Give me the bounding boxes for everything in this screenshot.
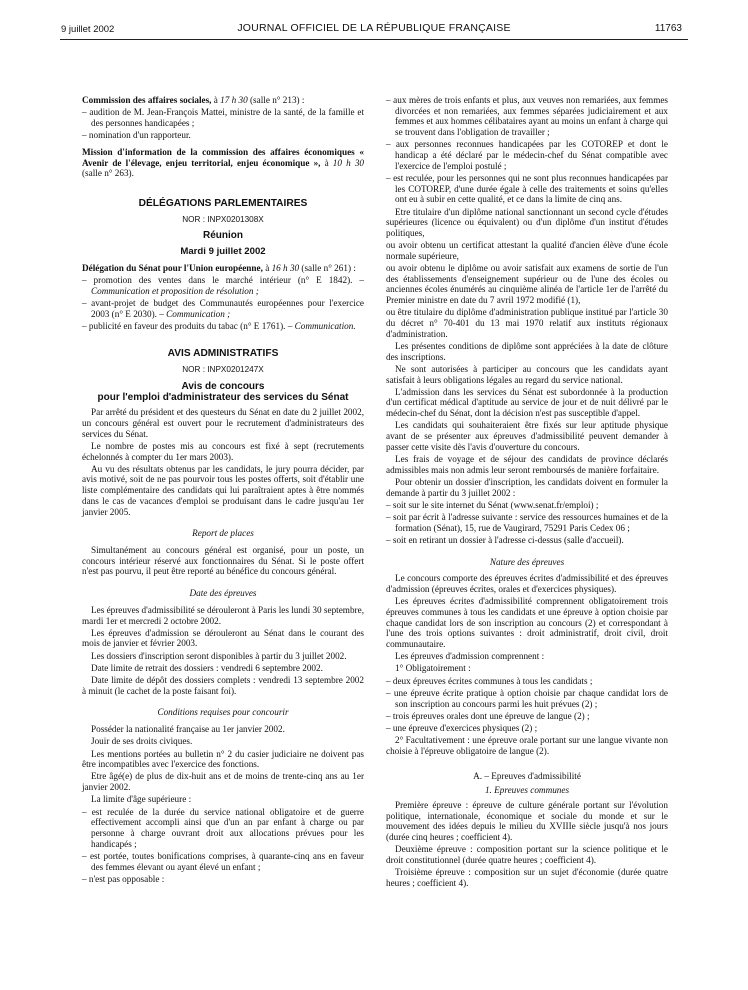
- list-item: – une épreuve d'exercices physiques (2) ;: [386, 722, 538, 733]
- paragraph: Au vu des résultats obtenus par les candidats, le jury pourra décider, par avis motivé, soit de ne pas pourvoir tous les postes offerts, soit d'établir une liste complémentaire des candidats qui lui paraîtraient aptes à être nommés dans le cas de vacances d'emploi se produisant dans le cadre jusqu'au 1er janvier 2005.: [82, 463, 364, 517]
- avis-title: Avis de concours: [181, 380, 265, 392]
- avis-subtitle: pour l'emploi d'administrateur des services du Sénat: [97, 391, 349, 403]
- paragraph: Date limite de retrait des dossiers : vendredi 6 septembre 2002.: [91, 662, 323, 673]
- list-item: – promotion des ventes dans le marché intérieur (n° E 1842). – Communication et proposition de résolution ;: [82, 274, 364, 296]
- list-item: – avant-projet de budget des Communautés européennes pour l'exercice 2003 (n° E 2030). – Communication ;: [82, 297, 364, 319]
- dates-heading: Date des épreuves: [189, 588, 257, 599]
- paragraph: Ne sont autorisées à participer au concours que les candidats ayant satisfait à leurs obligations légales au regard du service national.: [386, 363, 668, 385]
- paragraph: Par arrêté du président et des questeurs du Sénat en date du 2 juillet 2002, un concours général est ouvert pour le recrutement d'administrateurs des services du Sénat.: [82, 407, 364, 439]
- paragraph: Les présentes conditions de diplôme sont appréciées à la date de clôture des inscriptions.: [386, 340, 668, 362]
- list-item: – audition de M. Jean-François Mattei, ministre de la santé, de la famille et des personnes handicapées ;: [82, 107, 364, 128]
- list-item: – soit en retirant un dossier à l'adresse ci-dessus (salle d'accueil).: [386, 534, 624, 545]
- list-item: – aux mères de trois enfants et plus, aux veuves non remariées, aux femmes divorcées et non remariées, aux femmes séparées judiciairement et aux femmes et aux hommes célibataires ayant au moins un enfant à charge qui se trouvent dans l'obligation de travailler ;: [386, 95, 668, 138]
- paragraph: 1° Obligatoirement :: [395, 663, 471, 674]
- paragraph: Première épreuve : épreuve de culture générale portant sur l'évolution politique, internationale, économique et sociale du monde et sur le mouvement des idées depuis le milieu du XVIIIe siècle jusqu'à nos jours (durée cinq heures ; coefficient 4).: [386, 799, 668, 843]
- section-heading-avis: AVIS ADMINISTRATIFS: [167, 348, 279, 360]
- list-item: – une épreuve écrite pratique à option choisie par chaque candidat lors de son inscription au concours parmi les huit prévues (2) ;: [386, 687, 668, 709]
- list-item: – est reculée, pour les personnes qui ne sont plus reconnues handicapées par les COTOREP, d'une durée égale à celle des traitements et soins qu'elles ont eu à subir en cette qualité, et ce dans la limite de cinq ans.: [386, 172, 668, 205]
- paragraph: Les frais de voyage et de séjour des candidats de province déclarés admissibles mais non admis leur seront remboursés de manière forfaitaire.: [386, 454, 668, 475]
- list-item: – n'est pas opposable :: [82, 873, 165, 884]
- paragraph: ou être titulaire du diplôme d'administration publique institué par l'article 30 du décret n° 70-401 du 13 mai 1970 relatif aux instituts régionaux d'administration.: [386, 307, 668, 339]
- header-date: 9 juillet 2002: [61, 24, 115, 35]
- paragraph: Jouir de ses droits civiques.: [91, 736, 193, 747]
- list-item: – aux personnes reconnues handicapées par les COTOREP et dont le handicap a été déclaré par le médecin-chef du Sénat compatible avec l'exercice de l'emploi postulé ;: [386, 139, 668, 171]
- delegation-heading: Délégation du Sénat pour l'Union européenne, à 16 h 30 (salle n° 261) :: [82, 262, 356, 273]
- paragraph: Le nombre de postes mis au concours est fixé à sept (recrutements échelonnés à compter du 1er mars 2003).: [82, 440, 364, 462]
- mission-heading: Mission d'information de la commission des affaires économiques « Avenir de l'élevage, enjeu territorial, enjeu économique », à 10 h 30 (salle n° 263).: [82, 146, 365, 179]
- nor-reference: NOR : INPX0201247X: [182, 365, 264, 375]
- section-1-heading: 1. Epreuves communes: [484, 785, 570, 796]
- right-column: [386, 95, 668, 890]
- nature-heading: Nature des épreuves: [489, 556, 565, 567]
- paragraph: Posséder la nationalité française au 1er janvier 2002.: [91, 724, 285, 735]
- reunion-date: Mardi 9 juillet 2002: [180, 246, 266, 258]
- left-column: [82, 95, 364, 886]
- journal-title: JOURNAL OFFICIEL DE LA RÉPUBLIQUE FRANÇAISE: [237, 22, 511, 34]
- paragraph: Etre âgé(e) de plus de dix-huit ans et de moins de trente-cinq ans au 1er janvier 2002.: [82, 771, 364, 793]
- list-item: – soit par écrit à l'adresse suivante : service des ressources humaines et de la formation (Sénat), 15, rue de Vaugirard, 75291 Paris Cedex 06 ;: [386, 512, 668, 533]
- paragraph: Deuxième épreuve : composition portant sur la science politique et le droit constitutionnel (durée quatre heures ; coefficient 4).: [386, 844, 668, 865]
- paragraph: ou avoir obtenu le diplôme ou avoir satisfait aux examens de sortie de l'un des établissements d'enseignement supérieur ou de l'une des écoles ou anciennes écoles énumérés au cinquième alinéa de l'article 1er de l'arrêté du Premier ministre en date du 7 avril 1972 modifié (1),: [386, 263, 668, 306]
- list-item: – trois épreuves orales dont une épreuve de langue (2) ;: [386, 710, 590, 721]
- header-rule: [60, 39, 688, 40]
- reunion-heading: Réunion: [203, 230, 243, 242]
- paragraph: Les mentions portées au bulletin n° 2 du casier judiciaire ne doivent pas être incompatibles avec l'exercice des fonctions.: [82, 748, 364, 770]
- nor-reference: NOR : INPX0201308X: [182, 214, 264, 224]
- paragraph: Etre titulaire d'un diplôme national sanctionnant un second cycle d'études supérieures (licence ou équivalent) ou d'un diplôme d'un institut d'études politiques,: [386, 206, 668, 238]
- paragraph: Les épreuves d'admission se dérouleront au Sénat dans le courant des mois de janvier et février 2003.: [82, 627, 364, 649]
- list-item: – publicité en faveur des produits du tabac (n° E 1761). – Communication.: [82, 320, 356, 331]
- paragraph: Simultanément au concours général est organisé, pour un poste, un concours intérieur réservé aux fonctionnaires du Sénat. Si le poste offert n'est pas pourvu, il peut être reporté au bénéfice du concours général.: [82, 545, 364, 577]
- list-item: – soit sur le site internet du Sénat (www.senat.fr/emploi) ;: [386, 499, 599, 510]
- commission-heading: Commission des affaires sociales, à 17 h 30 (salle n° 213) :: [82, 95, 305, 105]
- paragraph: Pour obtenir un dossier d'inscription, les candidats doivent en formuler la demande à partir du 3 juillet 2002 :: [386, 476, 668, 498]
- section-heading-delegations: DÉLÉGATIONS PARLEMENTAIRES: [138, 197, 308, 209]
- paragraph: Les candidats qui souhaiteraient être fixés sur leur aptitude physique avant de se présenter aux épreuves d'admissibilité peuvent demander à passer cette visite dès l'avis d'ouverture du concours.: [386, 420, 668, 452]
- conditions-heading: Conditions requises pour concourir: [157, 707, 289, 718]
- list-item: – deux épreuves écrites communes à tous les candidats ;: [386, 675, 593, 686]
- paragraph: Les dossiers d'inscription seront disponibles à partir du 3 juillet 2002.: [91, 650, 347, 661]
- paragraph: 2° Facultativement : une épreuve orale portant sur une langue vivante non choisie à l'épreuve obligatoire de langue (2).: [386, 735, 668, 756]
- paragraph: Les épreuves d'admission comprennent :: [395, 651, 545, 662]
- list-item: – nomination d'un rapporteur.: [82, 130, 191, 141]
- list-item: – est portée, toutes bonifications comprises, à quarante-cinq ans en faveur des femmes élevant ou ayant élevé un enfant ;: [82, 850, 364, 872]
- paragraph: Les épreuves écrites d'admissibilité comprennent obligatoirement trois épreuves communes à tous les candidats et une épreuve à option choisie par chaque candidat lors de son inscription au concours (2) et correspondant à l'une des trois options suivantes : droit administratif, droit civil, droit communautaire.: [386, 596, 668, 650]
- page-header: [0, 22, 748, 38]
- paragraph: La limite d'âge supérieure :: [91, 794, 192, 805]
- paragraph: Troisième épreuve : composition sur un sujet d'économie (durée quatre heures ; coefficient 4).: [386, 867, 668, 888]
- section-a-heading: A. – Epreuves d'admissibilité: [473, 770, 581, 781]
- paragraph: ou avoir obtenu un certificat attestant la qualité d'ancien élève d'une école normale supérieure,: [386, 240, 668, 261]
- paragraph: Date limite de dépôt des dossiers complets : vendredi 13 septembre 2002 à minuit (le cachet de la poste faisant foi).: [82, 675, 364, 696]
- page-number: 11763: [654, 23, 682, 34]
- list-item: – est reculée de la durée du service national obligatoire et de guerre effectivement accompli ainsi que d'un an par enfant à charge ou par personne à charge ouvrant droit aux allocations prévues pour les handicapés ;: [82, 806, 364, 849]
- paragraph: Le concours comporte des épreuves écrites d'admissibilité et des épreuves d'admission (épreuves écrites, orales et d'exercices physiques).: [386, 573, 668, 595]
- paragraph: Les épreuves d'admissibilité se dérouleront à Paris les lundi 30 septembre, mardi 1er et mercredi 2 octobre 2002.: [82, 604, 364, 626]
- report-heading: Report de places: [192, 528, 254, 539]
- paragraph: L'admission dans les services du Sénat est subordonnée à la production d'un certificat médical d'aptitude au service de jour et de nuit délivré par le médecin-chef du Sénat, dont la décision n'est pas susceptible d'appel.: [386, 386, 668, 419]
